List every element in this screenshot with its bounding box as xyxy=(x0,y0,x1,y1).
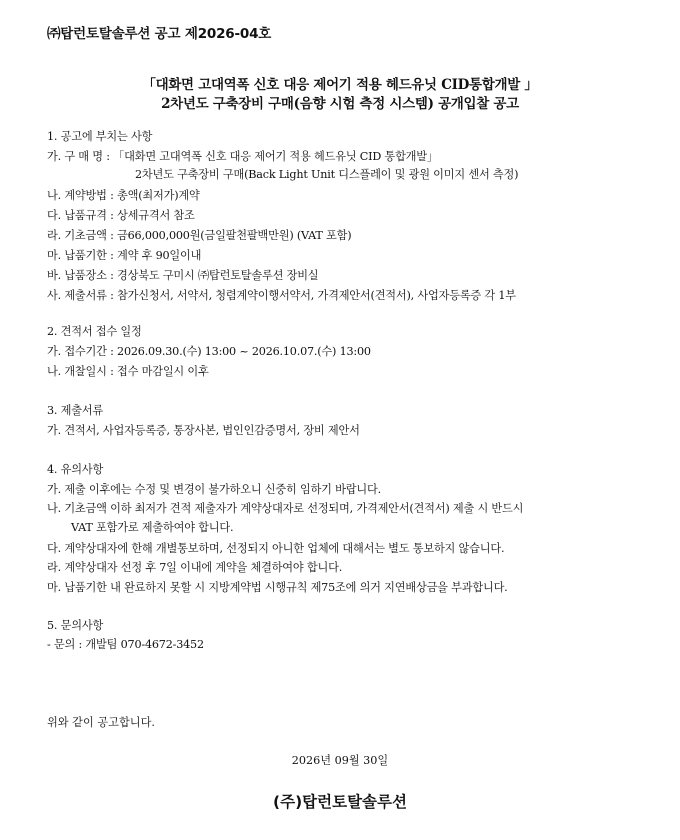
s2-item-period: 가. 접수기간 : 2026.09.30.(수) 13:00 ~ 2026.10.07.(수) 13:00 xyxy=(47,345,371,358)
s1-item-contract-method: 나. 계약방법 : 총액(최저가)계약 xyxy=(47,189,200,202)
s4-item-1: 가. 제출 이후에는 수정 및 변경이 불가하오니 신중히 임하기 바랍니다. xyxy=(47,483,381,496)
s1-item-purchase-name: 가. 구 매 명 : 「대화면 고대역폭 신호 대응 제어기 적용 헤드유닛 CID 통합개발」 xyxy=(47,150,438,163)
closing-statement: 위와 같이 공고합니다. xyxy=(47,716,155,729)
s2-item-opening: 나. 개찰일시 : 접수 마감일시 이후 xyxy=(47,365,209,378)
notice-date: 2026년 09월 30일 xyxy=(291,754,389,767)
s1-item-delivery-deadline: 마. 납품기한 : 계약 후 90일이내 xyxy=(47,249,202,262)
s4-item-2-cont: VAT 포함가로 제출하여야 합니다. xyxy=(71,521,234,534)
notice-number: ㈜탑런토탈솔루션 공고 제2026-04호 xyxy=(47,26,272,42)
section-5-heading: 5. 문의사항 xyxy=(47,619,104,632)
section-2-heading: 2. 견적서 접수 일정 xyxy=(47,325,142,338)
document-title-line-2: 2차년도 구축장비 구매(음향 시험 측정 시스템) 공개입찰 공고 xyxy=(161,96,519,112)
s4-item-3: 다. 계약상대자에 한해 개별통보하며, 선정되지 아니한 업체에 대해서는 별도 통보하지 않습니다. xyxy=(47,542,505,555)
s4-item-4: 라. 계약상대자 선정 후 7일 이내에 계약을 체결하여야 합니다. xyxy=(47,561,343,574)
section-1-heading: 1. 공고에 부치는 사항 xyxy=(47,130,153,143)
s1-item-purchase-name-cont: 2차년도 구축장비 구매(Back Light Unit 디스플레이 및 광원 이미지 센서 측정) xyxy=(135,168,519,181)
section-3-heading: 3. 제출서류 xyxy=(47,404,104,417)
company-name: (주)탑런토탈솔루션 xyxy=(273,793,407,811)
s4-item-2: 나. 기초금액 이하 최저가 견적 제출자가 계약상대자로 선정되며, 가격제안서(견적서) 제출 시 반드시 xyxy=(47,502,524,515)
s3-item-documents: 가. 견적서, 사업자등록증, 통장사본, 법인인감증명서, 장비 제안서 xyxy=(47,424,360,437)
document-title-line-1: 「대화면 고대역폭 신호 대응 제어기 적용 헤드유닛 CID통합개발 」 xyxy=(142,77,538,93)
section-4-heading: 4. 유의사항 xyxy=(47,463,104,476)
s1-item-spec: 다. 납품규격 : 상세규격서 참조 xyxy=(47,209,195,222)
s4-item-5: 마. 납품기한 내 완료하지 못할 시 지방계약법 시행규칙 제75조에 의거 지연배상금을 부과합니다. xyxy=(47,581,508,594)
s1-item-delivery-place: 바. 납품장소 : 경상북도 구미시 ㈜탑런토탈솔루션 장비실 xyxy=(47,269,319,282)
s1-item-documents: 사. 제출서류 : 참가신청서, 서약서, 청렴계약이행서약서, 가격제안서(견적서), 사업자등록증 각 1부 xyxy=(47,289,516,302)
s5-item-contact: - 문의 : 개발팀 070-4672-3452 xyxy=(47,638,204,651)
s1-item-base-amount: 라. 기초금액 : 금66,000,000원(금일팔천팔백만원) (VAT 포함) xyxy=(47,229,352,242)
